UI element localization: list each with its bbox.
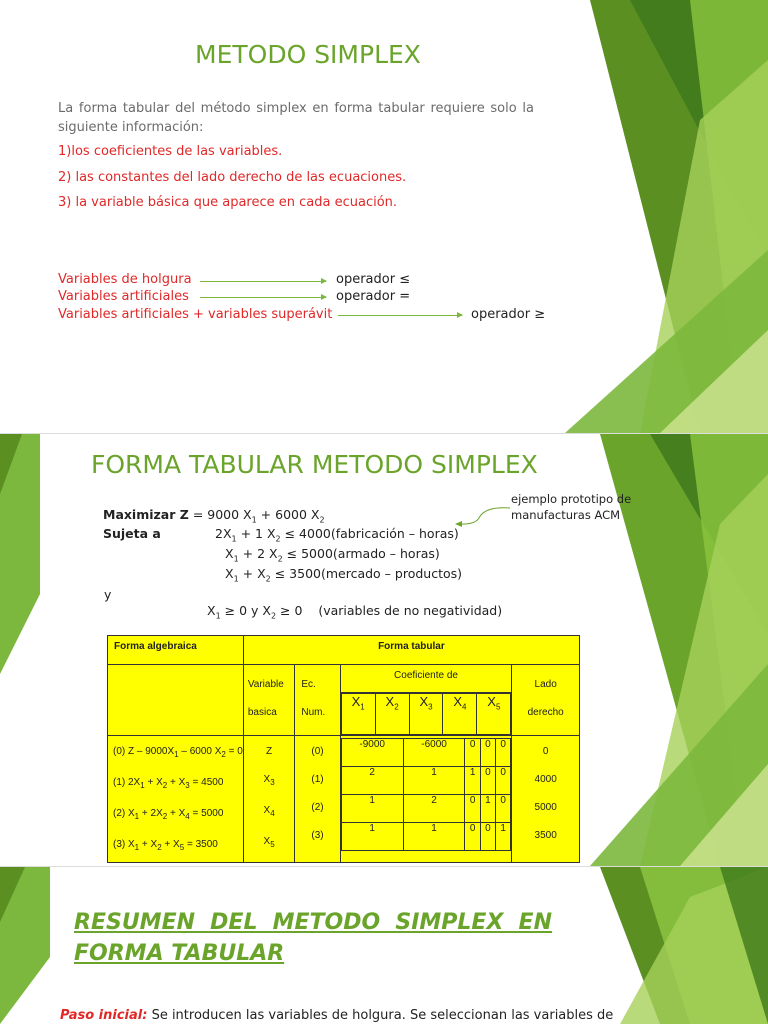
- mapping-operator-holgura: operador ≤: [336, 272, 411, 287]
- point-2: 2) las constantes del lado derecho de las ecuaciones.: [58, 170, 407, 185]
- basic-variables: Z $X_3$ $X_4$ $X_5$: [243, 736, 295, 863]
- algebraic-row: (0) Z – $9000X_1 - 6000$ $X_2 = 0$: [113, 746, 243, 759]
- step-text: Se introducen las variables de holgura. Se seleccionan las variables de: [151, 1008, 614, 1023]
- rhs-values: 0 4000 5000 3500: [512, 736, 580, 863]
- mapping-label-holgura: Variables de holgura: [58, 272, 192, 287]
- algebraic-row: (1) $2X_1 + X_2 + X_3 = 4500$: [113, 777, 224, 790]
- coefficient-values: -9000 -6000 0 0 0 2 1 1 0 0 1 2 0 1 0 1 1 0 0 1: [340, 736, 512, 863]
- col-right-hand-side: Lado derecho: [512, 665, 580, 736]
- algebraic-row: (2) $X_1 + 2X_2 + X_4 = 5000$: [113, 808, 224, 821]
- mapping-label-artificiales: Variables artificiales: [58, 289, 189, 304]
- equation-numbers: (0) (1) (2) (3): [295, 736, 340, 863]
- step-paragraph: [60, 1008, 613, 1023]
- algebraic-rows: [108, 736, 244, 863]
- objective-function: [103, 507, 325, 525]
- subject-to-label: Sujeta a: [103, 526, 161, 541]
- coef-var-x5: $X_5$: [477, 694, 511, 735]
- coef-var-x3: $X_3$: [409, 694, 443, 735]
- arrow-right-icon: [200, 297, 326, 298]
- nonnegativity: $X_1 \ge 0$ y $X_2 \ge 0$ (variables de no negatividad): [207, 603, 503, 621]
- slide-resumen: [0, 867, 768, 1024]
- slide-title: FORMA TABULAR METODO SIMPLEX: [91, 450, 538, 479]
- annotation-arrow-icon: [455, 504, 515, 528]
- header-algebraic: Forma algebraica: [108, 636, 244, 665]
- mapping-operator-superavit: operador ≥: [471, 307, 546, 322]
- and-label: y: [104, 587, 112, 602]
- algebraic-row: (3) $X_1 + X_2 + X_5 = 3500$: [113, 839, 218, 852]
- example-annotation: ejemplo prototipo de manufacturas ACM: [511, 492, 632, 522]
- col-equation-number: Ec. Num.: [295, 665, 340, 736]
- constraint-1: $2X_1 + 1$ $X_2$ ≤ 4000(fabricación – horas): [215, 526, 459, 544]
- mapping-operator-artificiales: operador =: [336, 289, 411, 304]
- simplex-table: [107, 635, 580, 863]
- slide-metodo-simplex: [0, 0, 768, 433]
- coef-var-x1: $X_1$: [341, 694, 375, 735]
- coef-var-x4: $X_4$: [443, 694, 477, 735]
- intro-line-2: siguiente información:: [58, 120, 204, 135]
- mapping-label-superavit: Variables artificiales + variables superávit: [58, 307, 333, 322]
- objective-expr: = 9000 $X_1 + 6000$ $X_2$: [192, 507, 325, 525]
- point-3: 3) la variable básica que aparece en cada ecuación.: [58, 195, 398, 210]
- header-tabular: Forma tabular: [243, 636, 579, 665]
- constraint-2: $X_1 + 2$ $X_2$ ≤ 5000(armado – horas): [225, 546, 440, 564]
- slide-title: RESUMEN DEL METODO SIMPLEX EN FORMA TABULAR: [74, 910, 552, 966]
- slide-forma-tabular: [0, 434, 768, 866]
- point-1: 1)los coeficientes de las variables.: [58, 144, 283, 159]
- constraint-3: $X_1 + X_2$ ≤ 3500(mercado – productos): [225, 566, 463, 584]
- step-label: Paso inicial:: [60, 1008, 148, 1023]
- maximize-label: Maximizar Z: [103, 507, 189, 522]
- slide-title: METODO SIMPLEX: [195, 40, 421, 69]
- intro-line-1: La forma tabular del método simplex en forma tabular requiere solo la: [58, 101, 534, 116]
- arrow-right-icon: [338, 315, 462, 316]
- col-basic-variable: Variable basica: [243, 665, 295, 736]
- col-coefficients: Coeficiente de $X_1$ $X_2$ $X_3$ $X_4$ $X_5$: [340, 665, 512, 736]
- coef-var-x2: $X_2$: [375, 694, 409, 735]
- arrow-right-icon: [200, 281, 326, 282]
